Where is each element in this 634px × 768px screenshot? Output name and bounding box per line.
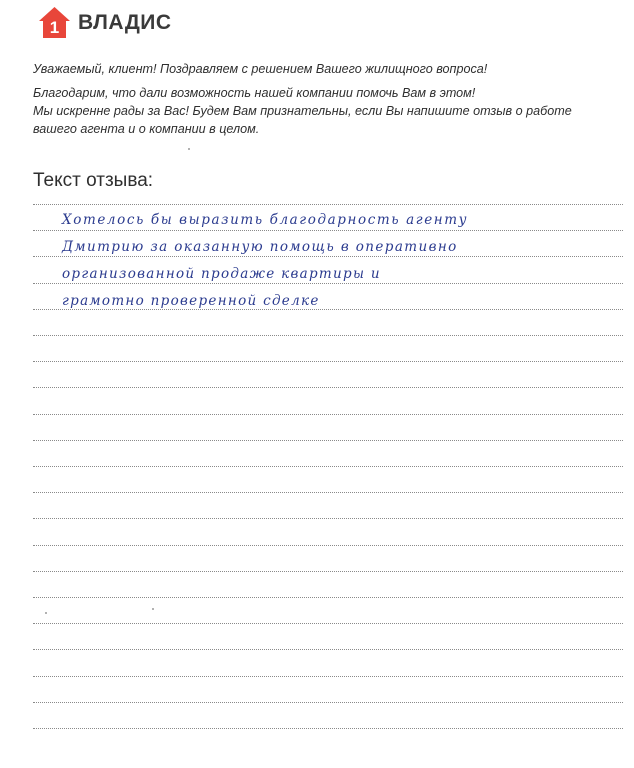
scan-speck <box>152 608 154 610</box>
ruled-line <box>33 623 623 624</box>
review-title: Текст отзыва: <box>33 170 154 191</box>
ruled-line <box>33 702 623 703</box>
ruled-line <box>33 597 623 598</box>
brand-logo <box>37 5 172 40</box>
intro-greeting: Уважаемый, клиент! Поздравляем с решением Вашего жилищного вопроса! <box>33 62 488 76</box>
brand-name: ВЛАДИС <box>78 10 172 34</box>
ruled-line <box>33 414 623 415</box>
ruled-line <box>33 649 623 650</box>
handwritten-line: Дмитрию за оказанную помощь в оперативно <box>62 239 458 255</box>
ruled-line <box>33 230 623 231</box>
ruled-line <box>33 361 623 362</box>
ruled-line <box>33 256 623 257</box>
ruled-line <box>33 335 623 336</box>
intro-text <box>33 60 603 138</box>
intro-request-cont: вашего агента и о компании в целом. <box>33 122 260 136</box>
scan-speck <box>45 612 47 614</box>
house-icon <box>37 5 72 40</box>
ruled-line <box>33 283 623 284</box>
ruled-line <box>33 387 623 388</box>
intro-request: Мы искренне рады за Вас! Будем Вам признательны, если Вы напишите отзыв о работе <box>33 104 572 118</box>
scan-speck <box>188 148 190 150</box>
ruled-line <box>33 571 623 572</box>
handwritten-line: организованной продаже квартиры и <box>62 266 381 282</box>
intro-thanks: Благодарим, что дали возможность нашей компании помочь Вам в этом! <box>33 86 476 100</box>
ruled-line <box>33 204 623 205</box>
ruled-line <box>33 728 623 729</box>
ruled-line <box>33 466 623 467</box>
ruled-line <box>33 545 623 546</box>
brand-mark: 1 <box>49 18 60 37</box>
handwritten-line: грамотно проверенной сделке <box>62 293 320 309</box>
ruled-line <box>33 440 623 441</box>
ruled-line <box>33 518 623 519</box>
handwritten-line: Хотелось бы выразить благодарность агенту <box>62 212 469 228</box>
ruled-line <box>33 676 623 677</box>
ruled-line <box>33 492 623 493</box>
